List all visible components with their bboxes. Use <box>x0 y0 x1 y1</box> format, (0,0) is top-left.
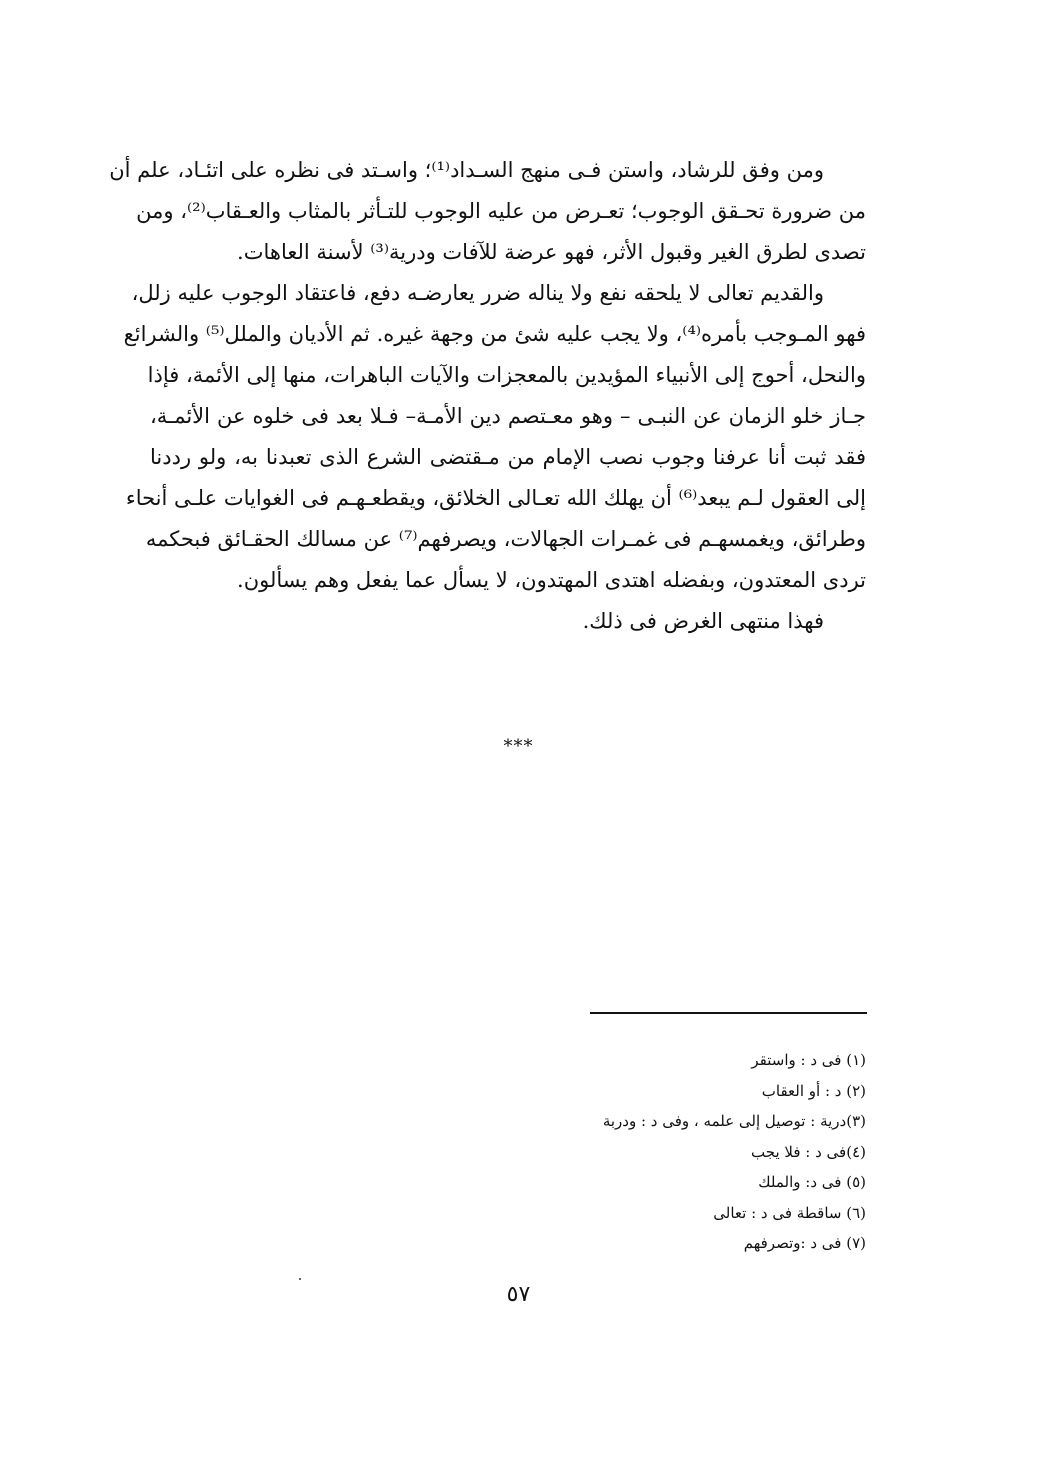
scan-speck <box>299 1278 301 1280</box>
page-number: ٥٧ <box>506 1282 531 1307</box>
text-line: إلى العقول لـم يبعد⁽⁶⁾ أن يهلك الله تعـالى الخلائق، ويقطعـهـم فى الغوايات علـى أنحاء <box>125 486 866 510</box>
text-line: تردى المعتدون، وبفضله اهتدى المهتدون، لا يسأل عما يفعل وهم يسألون. <box>237 568 866 592</box>
footnote-item: (٣)درية : توصيل إلى علمه ، وفى د : ودربة <box>602 1112 866 1130</box>
footnote-item: (١) فى د : واستقر <box>751 1051 866 1069</box>
text-line: ومن وفق للرشاد، واستن فـى منهج السـداد⁽¹⁾؛ واسـتد فى نظره على اتئـاد، علم أن <box>109 158 824 182</box>
text-line: فهذا منتهى الغرض فى ذلك. <box>582 609 824 633</box>
footnote-item: (٢) د : أو العقاب <box>761 1081 866 1100</box>
text-line: والنحل، أحوج إلى الأنبياء المؤيدين بالمعجزات والآيات الباهرات، منها إلى الأئمة، فإذا <box>147 363 866 387</box>
footnote-item: (٤)فى د : فلا يجب <box>751 1142 866 1161</box>
main-text <box>109 150 866 642</box>
text-line: فقد ثبت أنا عرفنا وجوب نصب الإمام من مـقتضى الشرع الذى تعبدنا به، ولو رددنا <box>150 445 866 469</box>
text-line: فهو المـوجب بأمره⁽⁴⁾، ولا يجب عليه شئ من وجهة غيره. ثم الأديان والملل⁽⁵⁾ والشرائع <box>123 322 866 346</box>
text-line: من ضرورة تحـقق الوجوب؛ تعـرض من عليه الوجوب للتـأثر بالمثاب والعـقاب⁽²⁾، ومن <box>136 199 866 223</box>
text-line: والقديم تعالى لا يلحقه نفع ولا يناله ضرر يعارضـه دفع، فاعتقاد الوجوب عليه زلل، <box>131 281 824 305</box>
footnote-item: (٥) فى د: والملك <box>758 1173 866 1191</box>
text-line: وطرائق، ويغمسهـم فى غمـرات الجهالات، ويصرفهم⁽⁷⁾ عن مسالك الحقـائق فبحكمه <box>145 527 866 551</box>
text-line: جـاز خلو الزمان عن النبـى – وهو معـتصم دين الأمـة– فـلا بعد فى خلوه عن الأئمـة، <box>150 404 866 428</box>
text-line: تصدى لطرق الغير وقبول الأثر، فهو عرضة للآفات ودرية⁽³⁾ لأسنة العاهات. <box>237 240 866 264</box>
footnotes <box>500 1045 866 1259</box>
footnote-divider <box>590 1012 867 1014</box>
section-separator: *** <box>503 736 534 757</box>
footnote-item: (٧) فى د :وتصرفهم <box>743 1234 866 1252</box>
footnote-item: (٦) ساقطة فى د : تعالى <box>713 1203 866 1222</box>
